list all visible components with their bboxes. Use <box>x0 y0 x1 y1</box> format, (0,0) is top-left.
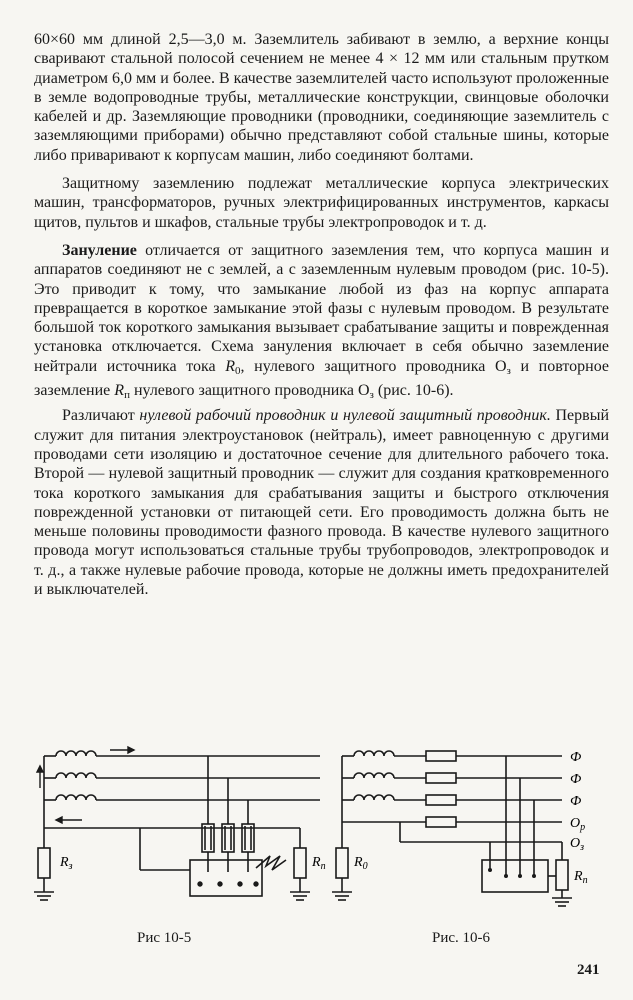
wire-label: $О_з$ <box>570 836 585 853</box>
wire-label: $О_р$ <box>570 816 586 833</box>
wire-label: Ф <box>570 750 582 765</box>
paragraph <box>34 30 609 165</box>
paragraph <box>34 174 609 232</box>
paragraph <box>34 241 609 405</box>
paragraph <box>34 406 609 599</box>
caption-fig-10-5: Рис 10-5 <box>137 930 192 946</box>
resistor-rp <box>294 848 306 878</box>
fault-arc <box>256 856 286 870</box>
fuse-b <box>426 773 456 783</box>
text-segment: , нулевого защитного проводника О <box>240 357 507 375</box>
fuse-a <box>426 751 456 761</box>
label-rp: $R_п$ <box>312 855 326 872</box>
fuse-n <box>426 817 456 827</box>
text-segment: Различают <box>62 407 140 425</box>
text-segment: Защитному заземлению подлежат металлические корпуса электрических машин, трансформаторов, ручных электрифицированных инструментов, каркасы щитов, пультов и шкафов, стальные трубы электропроводок и т. д. <box>34 175 609 231</box>
text-segment: нулевой рабочий проводник и нулевой защитный проводник. <box>139 407 551 425</box>
text-segment: 60×60 мм длиной 2,5—3,0 м. Заземлитель забивают в землю, а верхние концы сваривают стальной полосой сечением не менее 4 × 12 мм или стальным прутком диаметром 6,0 мм и более. В качестве заземлителей часто используют проложенные в земле водопроводные трубы, металлические конструкции, свинцовые оболочки кабелей и др. Заземляющие проводники (проводники, соединяющие заземлитель с заземляющими приборами) обычно представляют собой стальные шины, которые либо приваривают к корпусам машин, либо соединяют болтами. <box>34 31 609 164</box>
figure-10-6 <box>330 740 620 920</box>
caption-fig-10-6: Рис. 10-6 <box>432 930 491 946</box>
text-segment: з <box>369 389 374 402</box>
fuse-c <box>426 795 456 805</box>
label-rz: $R_з$ <box>60 855 73 872</box>
wire-label: Ф <box>570 772 582 787</box>
text-segment: з <box>506 364 511 377</box>
equipment-box <box>190 860 262 896</box>
page-number: 241 <box>577 962 600 978</box>
load-box <box>482 860 548 892</box>
text-segment: R <box>225 357 236 375</box>
coil-2 <box>56 773 96 778</box>
body-text <box>34 30 609 599</box>
resistor-r0 <box>336 848 348 878</box>
resistor-rp2 <box>556 860 568 890</box>
text-segment: и повторное заземление <box>34 357 610 400</box>
label-r0: $R_0$ <box>354 855 368 872</box>
wire-label: Ф <box>570 794 582 809</box>
label-rp2: $R_п$ <box>574 869 588 886</box>
text-segment: п <box>124 389 130 402</box>
text-segment: R <box>114 382 125 400</box>
text-segment: отличается от защитного заземления тем, что корпуса машин и аппаратов соединяют не с землей, а с заземленным нулевым проводом (рис. 10-5). Это приводит к тому, что замыкание любой из фаз на корпус аппарата превращается в короткое замыкание этой фазы с нулевым проводом. В результате большой ток короткого замыкания вызывает срабатывание защиты и поврежденная установка отключается. Схема зануления включает в себя обычно заземление нейтрали источника тока <box>34 241 609 375</box>
text-segment: нулевого защитного проводника О <box>129 382 370 400</box>
text-segment: Первый служит для питания электроустановок (нейтраль), имеет равноценную с другими проводами сети изоляцию и достаточное сечение для длительного рабочего тока. Второй — нулевой защитный проводник — служит для создания кратковременного тока короткого замыкания для срабатывания защиты и быстрого отключения поврежденной установки от питающей сети. Его проводимость должна быть не меньше половины проводимости фазного провода. В качестве нулевого защитного провода могут использоваться стальные трубы трубопроводов, электропроводок и т. д., а также нулевые рабочие провода, которые не должны иметь предохранителей и выключателей. <box>34 407 610 599</box>
figure-10-5 <box>30 740 330 920</box>
resistor-rz <box>38 848 50 878</box>
text-segment: (рис. 10-6). <box>373 382 454 400</box>
text-segment: 0 <box>235 364 241 377</box>
text-segment: Зануление <box>62 241 137 259</box>
coil-1 <box>56 751 96 756</box>
coil-3 <box>56 795 96 800</box>
